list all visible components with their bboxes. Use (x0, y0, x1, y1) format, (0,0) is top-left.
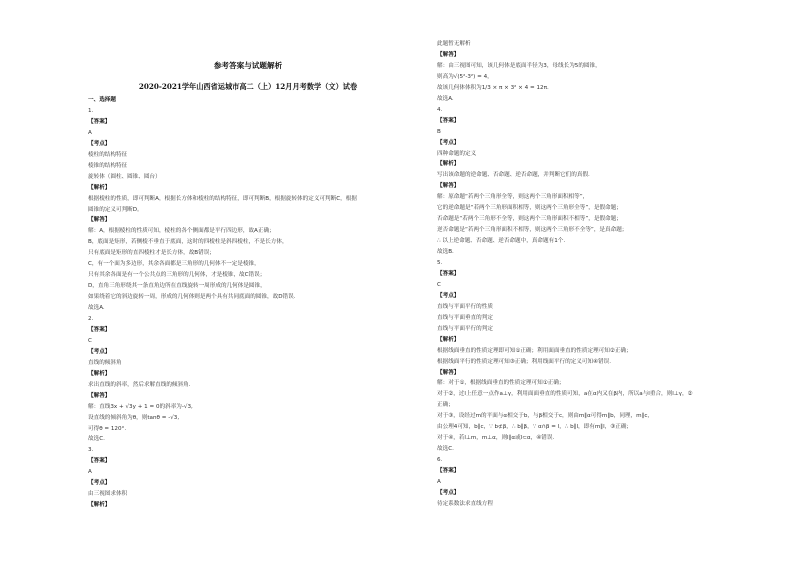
text-line: 解：由三视图可知，该几何体是底面半径为3，母线长为5的圆锥， (437, 62, 601, 69)
page-title: 参考答案与试题解析 (213, 61, 283, 70)
text-line: 【答案】 (88, 458, 111, 465)
text-line: 逆否命题是“若两个三角形面积不相等，则这两个三角形不全等”，是真命题； (437, 227, 628, 234)
text-line: 旋转体（圆柱、圆锥、圆台） (88, 173, 161, 180)
text-line: 【解答】 (437, 369, 460, 376)
text-line: 棱锥的结构特征 (88, 162, 128, 169)
text-line: 由公理4可知，b∥c，∵ b⊄β，∴ b∥β，∵ α∩β = l，∴ b∥l，即有m∥l，③正确； (437, 424, 633, 431)
text-line: 【解析】 (88, 184, 111, 191)
text-line: 对于③，设经过m的平面与α相交于b，与β相交于c，则由m∥α可得m∥b，同理，m∥c， (437, 413, 654, 420)
text-line: 【考点】 (437, 292, 460, 299)
text-line: C (437, 281, 441, 288)
text-line: A (88, 129, 92, 136)
text-line: 四种命题的定义 (437, 150, 477, 157)
text-line: 它的逆命题是“若两个三角形面积相等，则这两个三角形全等”，是假命题； (437, 205, 622, 212)
text-line: 故选A. (437, 95, 454, 102)
text-line: 【解答】 (88, 217, 111, 224)
text-line: 直线与平面垂直的判定 (437, 314, 493, 321)
text-line: 【考点】 (88, 140, 111, 147)
text-line: 3. (88, 447, 94, 454)
text-line: B (437, 128, 441, 135)
text-line: 【解析】 (437, 161, 460, 168)
text-line: A (88, 469, 92, 476)
text-line: 【考点】 (88, 480, 111, 487)
text-line: 【解析】 (437, 336, 460, 343)
exam-subtitle: 2020-2021学年山西省运城市高二（上）12月月考数学（文）试卷 (138, 82, 358, 91)
text-line: 由三视图求体积 (88, 491, 128, 498)
text-line: 【解答】 (437, 183, 460, 190)
text-line: 【答案】 (88, 326, 111, 333)
text-line: 否命题是“若两个三角形不全等，则这两个三角形面积不相等”，是假命题； (437, 216, 622, 223)
text-line: 圆锥的定义可判断D。 (88, 206, 143, 213)
text-line: 只有其余各面是有一个公共点的三角形的几何体，才是棱锥，故C错误； (88, 272, 266, 279)
text-line: 【答案】 (88, 118, 111, 125)
text-line: D，直角三角形绕其一条直角边所在直线旋转一周形成的几何体是圆锥， (88, 283, 266, 290)
text-line: 【考点】 (88, 348, 111, 355)
text-line: 正确； (437, 402, 454, 409)
text-line: B，底面是矩形，若侧棱不垂直于底面，这时的四棱柱是斜四棱柱，不是长方体， (88, 239, 288, 246)
text-line: 故该几何体体积为1/3 × π × 3² × 4 = 12π. (437, 84, 549, 91)
text-line: 解：直线3x + √3y + 1 = 0的斜率为-√3, (88, 403, 193, 410)
text-line: 【答案】 (437, 270, 460, 277)
text-line: 【考点】 (437, 489, 460, 496)
text-line: 如果绕着它的斜边旋转一周，形成的几何体则是两个具有共同底面的圆锥，故D错误. (88, 294, 296, 301)
text-line: 故选C. (437, 446, 454, 453)
text-line: 棱柱的结构特征 (88, 151, 128, 158)
text-line: 此题暂无解析 (437, 41, 471, 47)
text-line: 根据线面平行的性质定理可知③正确；利用线面平行的定义可知④错误. (437, 358, 612, 365)
text-line: ∴ 以上逆命题、否命题、逆否命题中，真命题有1个. (437, 238, 566, 245)
text-line: 【解答】 (88, 392, 111, 399)
text-line: 【解析】 (88, 502, 111, 509)
text-line: 【解析】 (88, 370, 111, 377)
text-line: 解：原命题“若两个三角形全等，则这两个三角形面积相等”， (437, 194, 589, 201)
text-line: 可得θ = 120°. (88, 425, 127, 432)
text-line: C，有一个面为多边形，其余各面都是三角形的几何体不一定是棱锥， (88, 261, 260, 268)
text-line: 故选A. (88, 305, 105, 312)
text-line: 4. (437, 106, 443, 113)
text-line: 直线的倾斜角 (88, 359, 122, 366)
text-line: 对于④，若l⊥m，m⊥α，则l∥α或l⊂α，④错误. (437, 435, 555, 442)
text-line: 故选C. (88, 436, 105, 443)
text-line: 待定系数法求直线方程 (437, 500, 493, 507)
text-line: 1. (88, 107, 94, 114)
text-line: 【解答】 (437, 51, 460, 58)
text-line: C (88, 337, 92, 344)
text-line: 【答案】 (437, 117, 460, 124)
text-line: 对于②，过l上任意一点作a⊥γ，利用面面垂直的性质可知，a在α内又在β内，所以a与l重合，则l⊥γ，② (437, 391, 693, 398)
text-line: 设直线的倾斜角为θ，则tanθ = -√3, (88, 414, 180, 421)
text-line: 2. (88, 316, 94, 322)
text-line: 写出该命题的逆命题、否命题、逆否命题，并判断它们的真假. (437, 172, 590, 179)
text-line: 【考点】 (437, 139, 460, 146)
text-line: 根据棱柱的性质，即可判断A，根据长方体和棱柱的结构特征，即可判断B，根据旋转体的定义可判断C，根据 (88, 195, 357, 202)
text-line: 5. (437, 260, 443, 266)
text-line: 一、选择题 (88, 97, 116, 103)
text-line: 6. (437, 457, 443, 464)
text-line: 解：对于①，根据线面垂直的性质定理可知①正确； (437, 380, 565, 387)
text-line: 直线与平面平行的判定 (437, 325, 493, 332)
text-line: 求出直线的斜率，然后求解直线的倾斜角. (88, 381, 191, 388)
text-line: 解：A，根据棱柱的性质可知，棱柱的各个侧面都是平行四边形，故A正确； (88, 228, 275, 235)
text-line: 【答案】 (437, 468, 460, 475)
text-line: 只有底面是矩形的直四棱柱才是长方体，故B错误； (88, 250, 215, 257)
text-line: A (437, 479, 441, 485)
text-line: 直线与平面平行的性质 (437, 303, 493, 310)
text-line: 则高为√(5²-3²) = 4， (437, 73, 493, 80)
text-line: 故选B. (437, 249, 454, 256)
text-line: 根据线面垂直的性质定理即可知①正确；利用面面垂直的性质定理可知②正确； (437, 347, 632, 354)
